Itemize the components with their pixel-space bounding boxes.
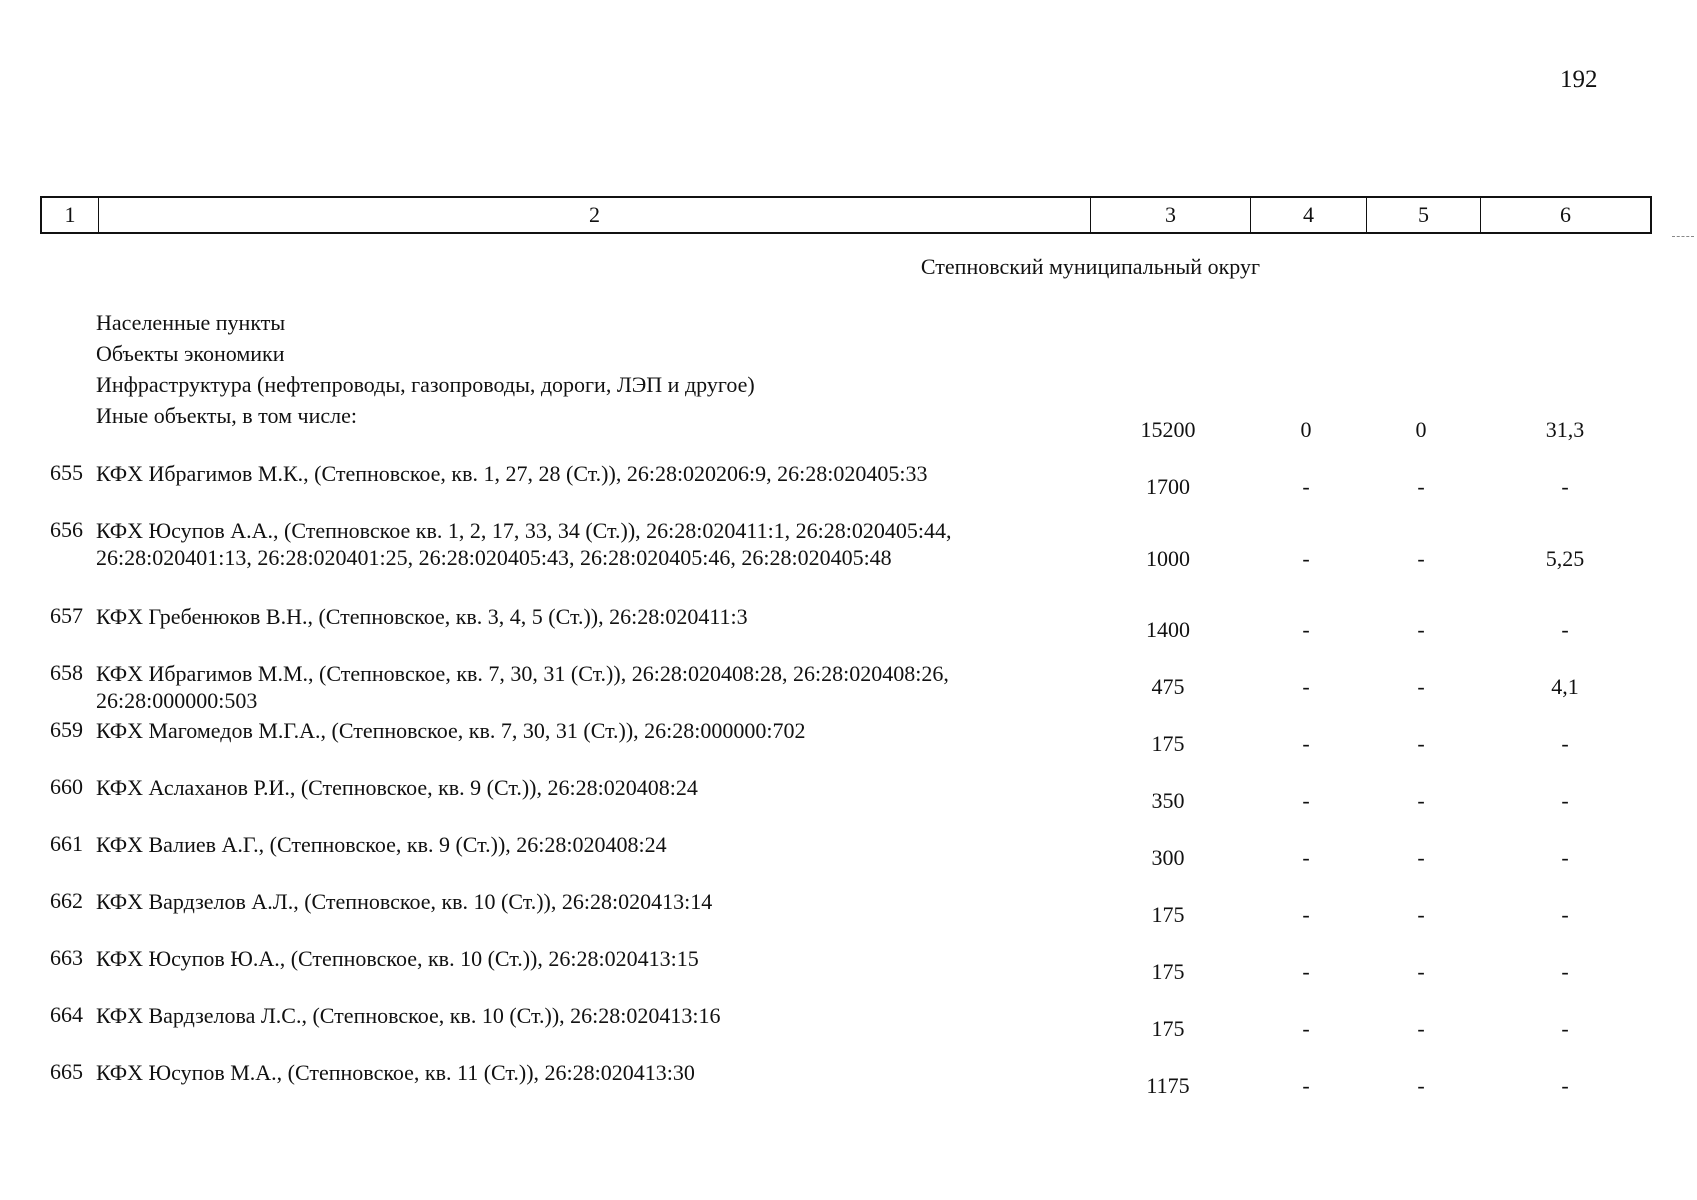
column-header-row xyxy=(40,196,1652,234)
row-col-6: - xyxy=(1561,788,1569,813)
category-economy-objects: Объекты экономики xyxy=(96,341,285,366)
row-col-5: - xyxy=(1417,845,1425,870)
row-col-3: 350 xyxy=(1151,788,1185,813)
row-col-6: 5,25 xyxy=(1545,546,1585,571)
row-col-6: - xyxy=(1561,902,1569,927)
category-settlements: Населенные пункты xyxy=(96,310,286,335)
row-col-4: - xyxy=(1302,1016,1310,1041)
row-col-6: - xyxy=(1561,1016,1569,1041)
row-col-5: - xyxy=(1417,902,1425,927)
row-col-4: - xyxy=(1302,902,1310,927)
row-col-4: - xyxy=(1302,731,1310,756)
row-col-4: - xyxy=(1302,1073,1310,1098)
row-description: КФХ Аслаханов Р.И., (Степновское, кв. 9 (Ст.)), 26:28:020408:24 xyxy=(96,775,698,800)
scan-edge-mark xyxy=(1672,236,1694,237)
row-description: КФХ Вардзелов А.Л., (Степновское, кв. 10 (Ст.)), 26:28:020413:14 xyxy=(96,889,713,914)
row-col-3: 1400 xyxy=(1146,617,1190,642)
total-col-4: 0 xyxy=(1300,417,1312,442)
row-col-5: - xyxy=(1417,1073,1425,1098)
row-col-4: - xyxy=(1302,546,1310,571)
row-number: 660 xyxy=(50,774,83,799)
row-description: КФХ Вардзелова Л.С., (Степновское, кв. 10 (Ст.)), 26:28:020413:16 xyxy=(96,1003,721,1028)
row-col-5: - xyxy=(1417,474,1425,499)
row-number: 658 xyxy=(50,660,83,685)
row-description: КФХ Ибрагимов М.К., (Степновское, кв. 1, 27, 28 (Ст.)), 26:28:020206:9, 26:28:020405:33 xyxy=(96,461,928,486)
row-description: КФХ Ибрагимов М.М., (Степновское, кв. 7, 30, 31 (Ст.)), 26:28:020408:28, 26:28:020408:26, 26:28:000000:503 xyxy=(96,661,949,713)
column-header-2: 2 xyxy=(98,198,1090,232)
row-number: 655 xyxy=(50,460,83,485)
row-col-3: 1175 xyxy=(1146,1073,1190,1098)
row-number: 663 xyxy=(50,945,83,970)
row-description: КФХ Гребенюков В.Н., (Степновское, кв. 3, 4, 5 (Ст.)), 26:28:020411:3 xyxy=(96,604,748,629)
row-number: 664 xyxy=(50,1002,83,1027)
row-col-3: 175 xyxy=(1151,731,1185,756)
section-title: Степновский муниципальный округ xyxy=(920,254,1260,279)
row-col-6: - xyxy=(1561,617,1569,642)
row-col-3: 1000 xyxy=(1146,546,1190,571)
column-header-4: 4 xyxy=(1250,198,1366,232)
row-col-5: - xyxy=(1417,546,1425,571)
row-col-6: - xyxy=(1561,1073,1569,1098)
row-description: КФХ Юсупов А.А., (Степновское кв. 1, 2, 17, 33, 34 (Ст.)), 26:28:020411:1, 26:28:020405:44, 26:28:020401:13, 26:28:020401:25, 26:28:020405:43, 26:28:020405:46, 26:28:020405:48 xyxy=(96,518,952,570)
row-col-4: - xyxy=(1302,617,1310,642)
row-col-5: - xyxy=(1417,788,1425,813)
row-number: 659 xyxy=(50,717,83,742)
row-number: 662 xyxy=(50,888,83,913)
row-description: КФХ Юсупов М.А., (Степновское, кв. 11 (Ст.)), 26:28:020413:30 xyxy=(96,1060,695,1085)
row-col-3: 1700 xyxy=(1146,474,1190,499)
column-header-1: 1 xyxy=(64,202,76,227)
row-number: 665 xyxy=(50,1059,83,1084)
row-col-3: 300 xyxy=(1151,845,1185,870)
row-col-4: - xyxy=(1302,845,1310,870)
row-col-3: 175 xyxy=(1151,902,1185,927)
row-col-3: 475 xyxy=(1151,674,1185,699)
row-col-4: - xyxy=(1302,674,1310,699)
row-col-4: - xyxy=(1302,474,1310,499)
row-col-3: 175 xyxy=(1151,1016,1185,1041)
row-number: 661 xyxy=(50,831,83,856)
row-number: 656 xyxy=(50,517,83,542)
row-col-4: - xyxy=(1302,788,1310,813)
row-description: КФХ Валиев А.Г., (Степновское, кв. 9 (Ст.)), 26:28:020408:24 xyxy=(96,832,667,857)
row-col-5: - xyxy=(1417,617,1425,642)
row-col-6: - xyxy=(1561,731,1569,756)
column-header-6: 6 xyxy=(1480,198,1650,232)
row-col-5: - xyxy=(1417,1016,1425,1041)
category-other-objects: Иные объекты, в том числе: xyxy=(96,403,357,428)
row-col-6: - xyxy=(1561,474,1569,499)
total-col-6: 31,3 xyxy=(1545,417,1585,442)
category-infrastructure: Инфраструктура (нефтепроводы, газопроводы, дороги, ЛЭП и другое) xyxy=(96,372,755,397)
row-col-5: - xyxy=(1417,731,1425,756)
total-col-3: 15200 xyxy=(1140,417,1196,442)
row-col-4: - xyxy=(1302,959,1310,984)
row-col-5: - xyxy=(1417,959,1425,984)
page-number: 192 xyxy=(1560,66,1598,93)
total-col-5: 0 xyxy=(1415,417,1427,442)
row-col-6: - xyxy=(1561,959,1569,984)
row-col-5: - xyxy=(1417,674,1425,699)
column-header-5: 5 xyxy=(1366,198,1480,232)
row-col-3: 175 xyxy=(1151,959,1185,984)
row-col-6: 4,1 xyxy=(1551,674,1579,699)
column-header-3: 3 xyxy=(1090,198,1250,232)
row-number: 657 xyxy=(50,603,83,628)
row-description: КФХ Магомедов М.Г.А., (Степновское, кв. 7, 30, 31 (Ст.)), 26:28:000000:702 xyxy=(96,718,806,743)
row-col-6: - xyxy=(1561,845,1569,870)
row-description: КФХ Юсупов Ю.А., (Степновское, кв. 10 (Ст.)), 26:28:020413:15 xyxy=(96,946,699,971)
